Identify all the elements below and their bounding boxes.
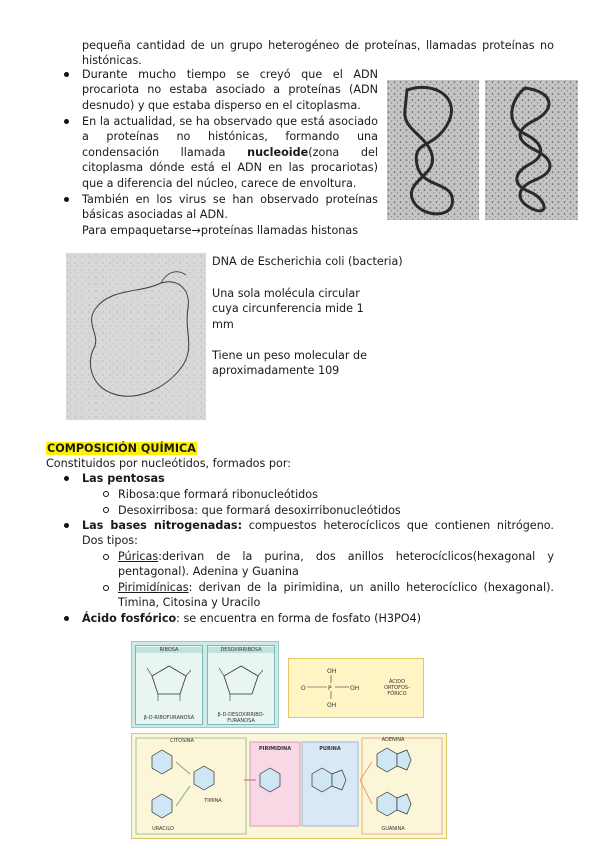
bullet-virus: También en los virus se han observado proteínas básicas asociadas al ADN. xyxy=(82,193,378,222)
svg-text:O: O xyxy=(301,685,306,692)
guanina-label: GUANINA xyxy=(381,826,405,832)
phosphate-structure xyxy=(297,663,367,713)
desoxi-caption: β-D-DESOXIRRIBO-FURANOSA xyxy=(217,712,265,724)
ribosa-box xyxy=(135,645,203,725)
fosforico-text: : se encuentra en forma de fosfato (H3PO4) xyxy=(176,612,422,625)
section-intro: Constituidos por nucleótidos, formados por: xyxy=(46,457,292,470)
pentosas-label: Las pentosas xyxy=(82,472,165,485)
bases-panel xyxy=(131,733,447,839)
bases-nitrogenadas xyxy=(82,518,554,549)
bullet-adn-procariota: Durante mucho tiempo se creyó que el ADN procariota no estaba asociado a proteínas (ADN desnudo) y que estaba disperso en el citoplasma. xyxy=(82,68,378,112)
intro-continuation: pequeña cantidad de un grupo heterogéneo de proteínas, llamadas proteínas no histónicas. xyxy=(82,39,554,68)
bullet-nucleoide xyxy=(82,114,378,191)
puricas-term: Púricas xyxy=(118,550,159,563)
nucleoide-post: (zona del citoplasma dónde está el ADN en las procariotas) que a diferencia del núcleo, carece de envoltura. xyxy=(82,145,378,190)
pentosa-desoxirribosa: Desoxirribosa: que formará desoxirribonucleótidos xyxy=(118,504,401,517)
svg-text:OH: OH xyxy=(327,702,337,709)
bases-label: Las bases nitrogenadas: xyxy=(82,519,243,532)
ecoli-peso: Tiene un peso molecular de aproximadamente 109 xyxy=(212,349,368,378)
fosforico-label: Ácido fosfórico xyxy=(82,612,177,625)
uracilo-label: URACILO xyxy=(152,826,174,832)
bullet-dot xyxy=(64,119,69,124)
circle-bullet xyxy=(103,554,109,560)
acido-fosforico xyxy=(82,611,554,626)
heading-text: COMPOSICIÓN QUÍMICA xyxy=(47,442,196,455)
puricas-text: :derivan de la purina, dos anillos heterocíclicos(hexagonal y pentagonal). Adenina y Guanina xyxy=(118,550,554,579)
nucleoide-pre: En la actualidad, se ha observado que está asociado a proteínas no histónicas, formando una condensación llamada xyxy=(82,115,378,159)
histonas-line: Para empaquetarse→proteínas llamadas histonas xyxy=(82,224,359,237)
bullet-dot xyxy=(64,616,69,621)
dna-micrograph-2 xyxy=(485,80,578,220)
citosina-label: CITOSINA xyxy=(170,738,194,744)
bullet-dot xyxy=(64,476,69,481)
bases-puricas xyxy=(118,549,554,580)
pirimidinicas-text: : derivan de la pirimidina, un anillo heterocíclico (hexagonal). Timina, Citosina y Uracilo xyxy=(118,581,554,610)
circle-bullet xyxy=(103,585,109,591)
ribosa-label: RIBOSA xyxy=(136,647,202,653)
adenina-label: ADENINA xyxy=(381,737,405,743)
svg-text:P: P xyxy=(328,685,332,692)
acid-label: ÁCIDO ORTOFOS-FÓRICO xyxy=(384,679,410,697)
purina-label: PURINA xyxy=(319,746,341,752)
sugars-panel xyxy=(131,641,279,728)
desoxi-label: DESOXIRRIBOSA xyxy=(208,647,274,653)
ribosa-structure xyxy=(144,658,194,703)
section-heading xyxy=(46,441,197,456)
ecoli-title: DNA de Escherichia coli (bacteria) xyxy=(212,255,403,268)
pentosa-ribosa: Ribosa:que formará ribonucleótidos xyxy=(118,488,318,501)
dna-micrograph-1 xyxy=(387,80,479,220)
pirimidinicas-term: Pirimidínicas xyxy=(118,581,189,594)
nucleoide-term: nucleoide xyxy=(247,145,309,159)
acid-panel xyxy=(288,658,424,718)
pirimidina-label: PIRIMIDINA xyxy=(258,746,292,752)
ecoli-circular: Una sola molécula circular cuya circunferencia mide 1 mm xyxy=(212,287,364,331)
svg-text:OH: OH xyxy=(327,668,337,675)
circle-bullet xyxy=(103,507,109,513)
bullet-dot xyxy=(64,523,69,528)
desoxi-box xyxy=(207,645,275,725)
ecoli-dna-photo xyxy=(66,253,206,420)
timina-label: TIMINA xyxy=(204,798,222,804)
bullet-dot xyxy=(64,72,69,77)
desoxi-structure xyxy=(216,658,266,703)
svg-text:OH: OH xyxy=(350,685,360,692)
bullet-dot xyxy=(64,197,69,202)
bases-pirimidinicas xyxy=(118,580,554,611)
bases-text: compuestos heterocíclicos que contienen nitrógeno. Dos tipos: xyxy=(82,519,554,548)
circle-bullet xyxy=(103,491,109,497)
ribosa-caption: β-D-RIBOFURANOSA xyxy=(143,715,195,721)
